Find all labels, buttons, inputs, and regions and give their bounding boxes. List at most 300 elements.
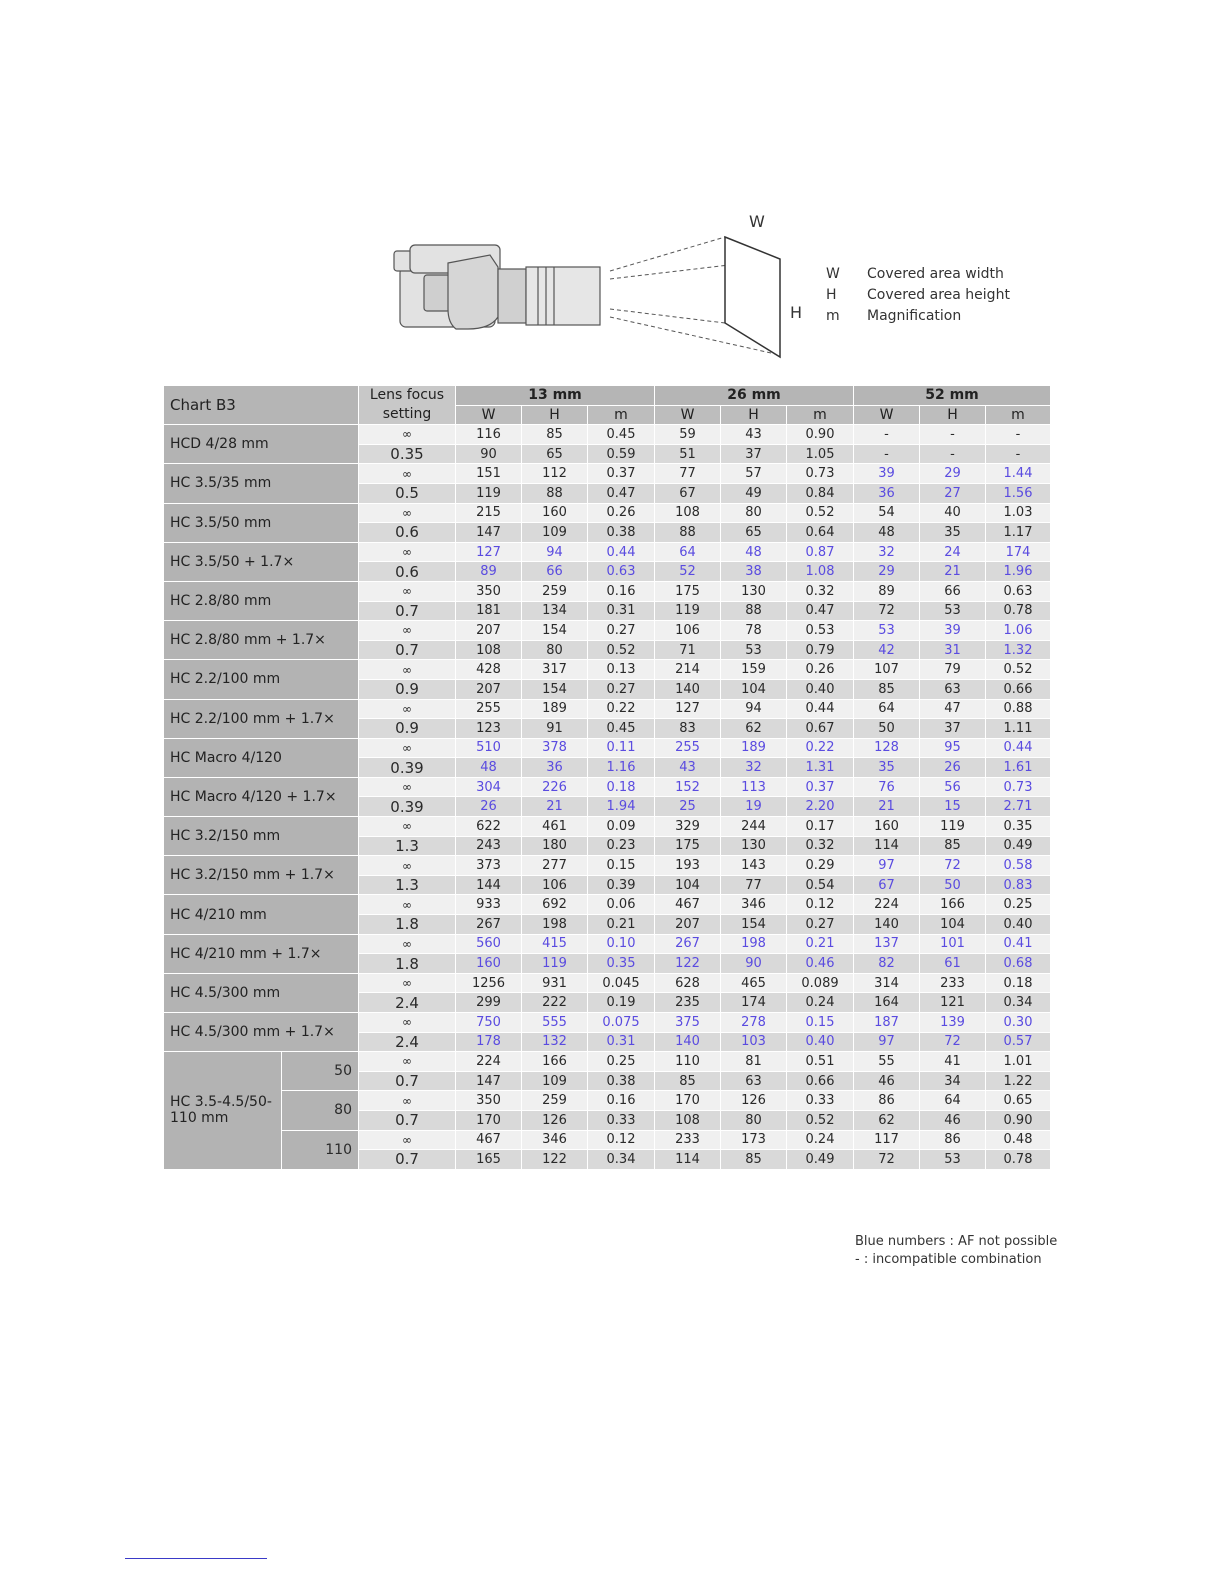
value-cell: - bbox=[920, 444, 986, 464]
value-cell: 0.34 bbox=[986, 993, 1051, 1013]
value-cell: 0.39 bbox=[588, 875, 655, 895]
value-cell: 278 bbox=[721, 1013, 787, 1033]
value-cell: 428 bbox=[456, 660, 522, 680]
value-cell: 0.40 bbox=[787, 1032, 854, 1052]
focus-setting-cell: ∞ bbox=[359, 973, 456, 993]
value-cell: 101 bbox=[920, 934, 986, 954]
value-cell: 214 bbox=[655, 660, 721, 680]
value-cell: 79 bbox=[920, 660, 986, 680]
camera-icon bbox=[394, 245, 600, 329]
focus-setting-cell: ∞ bbox=[359, 1130, 456, 1150]
value-cell: 0.27 bbox=[787, 915, 854, 935]
diagram-legend bbox=[826, 264, 1010, 327]
value-cell: 77 bbox=[721, 875, 787, 895]
value-cell: 415 bbox=[522, 934, 588, 954]
value-cell: 21 bbox=[854, 797, 920, 817]
value-cell: 0.49 bbox=[986, 836, 1051, 856]
value-cell: 1.08 bbox=[787, 562, 854, 582]
value-cell: 49 bbox=[721, 483, 787, 503]
value-cell: 95 bbox=[920, 738, 986, 758]
value-cell: 64 bbox=[920, 1091, 986, 1111]
value-cell: 41 bbox=[920, 1052, 986, 1072]
value-cell: 64 bbox=[655, 542, 721, 562]
value-cell: 119 bbox=[456, 483, 522, 503]
value-cell: 233 bbox=[655, 1130, 721, 1150]
value-cell: 88 bbox=[655, 523, 721, 543]
value-cell: 127 bbox=[456, 542, 522, 562]
value-cell: 0.88 bbox=[986, 699, 1051, 719]
value-cell: 53 bbox=[854, 621, 920, 641]
incompatible-note: - : incompatible combination bbox=[855, 1252, 1042, 1267]
value-cell: 0.38 bbox=[588, 1071, 655, 1091]
value-cell: 48 bbox=[854, 523, 920, 543]
value-cell: 0.44 bbox=[787, 699, 854, 719]
value-cell: 0.29 bbox=[787, 856, 854, 876]
value-cell: 0.33 bbox=[787, 1091, 854, 1111]
value-cell: 112 bbox=[522, 464, 588, 484]
focus-setting-cell: 0.6 bbox=[359, 523, 456, 543]
value-cell: 0.52 bbox=[787, 503, 854, 523]
focus-setting-cell: ∞ bbox=[359, 464, 456, 484]
value-cell: 29 bbox=[920, 464, 986, 484]
lens-name-cell: HC 4.5/300 mm + 1.7× bbox=[164, 1013, 359, 1052]
value-cell: 0.90 bbox=[787, 425, 854, 445]
value-cell: 0.31 bbox=[588, 601, 655, 621]
value-cell: 267 bbox=[456, 915, 522, 935]
focus-setting-cell: 0.6 bbox=[359, 562, 456, 582]
value-cell: 0.11 bbox=[588, 738, 655, 758]
value-cell: 48 bbox=[721, 542, 787, 562]
value-cell: 128 bbox=[854, 738, 920, 758]
value-cell: 0.22 bbox=[787, 738, 854, 758]
value-cell: 62 bbox=[721, 719, 787, 739]
value-cell: 2.71 bbox=[986, 797, 1051, 817]
value-cell: 0.44 bbox=[588, 542, 655, 562]
value-cell: 1.06 bbox=[986, 621, 1051, 641]
value-cell: 1.22 bbox=[986, 1071, 1051, 1091]
value-cell: 160 bbox=[854, 817, 920, 837]
focus-setting-cell: ∞ bbox=[359, 856, 456, 876]
value-cell: 85 bbox=[920, 836, 986, 856]
value-cell: 80 bbox=[721, 503, 787, 523]
subcol-header: m bbox=[588, 405, 655, 425]
focus-setting-cell: 0.9 bbox=[359, 679, 456, 699]
value-cell: 113 bbox=[721, 777, 787, 797]
value-cell: 0.90 bbox=[986, 1110, 1051, 1130]
value-cell: 461 bbox=[522, 817, 588, 837]
value-cell: 350 bbox=[456, 1091, 522, 1111]
lens-name-cell: HC 4/210 mm bbox=[164, 895, 359, 934]
lens-name-cell: HC 3.5/50 mm bbox=[164, 503, 359, 542]
focus-setting-cell: 0.5 bbox=[359, 483, 456, 503]
value-cell: 215 bbox=[456, 503, 522, 523]
table-row bbox=[164, 464, 1051, 484]
value-cell: 126 bbox=[522, 1110, 588, 1130]
value-cell: 94 bbox=[721, 699, 787, 719]
value-cell: 170 bbox=[655, 1091, 721, 1111]
lens-name-cell: HC 3.5/50 + 1.7× bbox=[164, 542, 359, 581]
value-cell: 143 bbox=[721, 856, 787, 876]
value-cell: 53 bbox=[721, 640, 787, 660]
value-cell: 244 bbox=[721, 817, 787, 837]
value-cell: 198 bbox=[721, 934, 787, 954]
value-cell: 259 bbox=[522, 1091, 588, 1111]
value-cell: 224 bbox=[854, 895, 920, 915]
value-cell: 38 bbox=[721, 562, 787, 582]
value-cell: 27 bbox=[920, 483, 986, 503]
value-cell: 0.16 bbox=[588, 581, 655, 601]
value-cell: 1.16 bbox=[588, 758, 655, 778]
value-cell: 931 bbox=[522, 973, 588, 993]
value-cell: 0.52 bbox=[588, 640, 655, 660]
coverage-plane bbox=[725, 237, 780, 357]
value-cell: 170 bbox=[456, 1110, 522, 1130]
value-cell: 175 bbox=[655, 581, 721, 601]
value-cell: 1.01 bbox=[986, 1052, 1051, 1072]
value-cell: 0.25 bbox=[986, 895, 1051, 915]
value-cell: 85 bbox=[655, 1071, 721, 1091]
value-cell: 1.31 bbox=[787, 758, 854, 778]
value-cell: 0.089 bbox=[787, 973, 854, 993]
subcol-header: W bbox=[655, 405, 721, 425]
value-cell: 63 bbox=[920, 679, 986, 699]
footnote-separator bbox=[125, 1558, 267, 1559]
value-cell: 97 bbox=[854, 1032, 920, 1052]
value-cell: 130 bbox=[721, 836, 787, 856]
value-cell: 123 bbox=[456, 719, 522, 739]
value-cell: 198 bbox=[522, 915, 588, 935]
value-cell: 255 bbox=[655, 738, 721, 758]
value-cell: 132 bbox=[522, 1032, 588, 1052]
value-cell: 85 bbox=[854, 679, 920, 699]
value-cell: 622 bbox=[456, 817, 522, 837]
subcol-header: H bbox=[721, 405, 787, 425]
value-cell: 67 bbox=[854, 875, 920, 895]
subcol-header: m bbox=[787, 405, 854, 425]
lens-name-cell: HC 4/210 mm + 1.7× bbox=[164, 934, 359, 973]
value-cell: 36 bbox=[522, 758, 588, 778]
value-cell: 0.44 bbox=[986, 738, 1051, 758]
value-cell: 94 bbox=[522, 542, 588, 562]
table-row bbox=[164, 1052, 1051, 1072]
focus-setting-cell: 1.3 bbox=[359, 836, 456, 856]
value-cell: 86 bbox=[920, 1130, 986, 1150]
zoom-step-cell: 80 bbox=[282, 1091, 359, 1130]
value-cell: 0.47 bbox=[588, 483, 655, 503]
focus-setting-cell: ∞ bbox=[359, 895, 456, 915]
focus-setting-cell: ∞ bbox=[359, 581, 456, 601]
value-cell: 373 bbox=[456, 856, 522, 876]
blue-numbers-note: Blue numbers : AF not possible bbox=[855, 1234, 1058, 1249]
value-cell: 0.12 bbox=[588, 1130, 655, 1150]
value-cell: 26 bbox=[920, 758, 986, 778]
value-cell: 0.21 bbox=[588, 915, 655, 935]
value-cell: 0.66 bbox=[986, 679, 1051, 699]
value-cell: 63 bbox=[721, 1071, 787, 1091]
value-cell: 1.96 bbox=[986, 562, 1051, 582]
value-cell: 160 bbox=[456, 954, 522, 974]
lens-name-cell: HC Macro 4/120 bbox=[164, 738, 359, 777]
value-cell: 154 bbox=[522, 679, 588, 699]
value-cell: 0.78 bbox=[986, 1150, 1051, 1170]
value-cell: 189 bbox=[721, 738, 787, 758]
value-cell: 243 bbox=[456, 836, 522, 856]
value-cell: 267 bbox=[655, 934, 721, 954]
value-cell: 0.66 bbox=[787, 1071, 854, 1091]
value-cell: 137 bbox=[854, 934, 920, 954]
value-cell: 166 bbox=[522, 1052, 588, 1072]
value-cell: 24 bbox=[920, 542, 986, 562]
table-row bbox=[164, 895, 1051, 915]
value-cell: 106 bbox=[655, 621, 721, 641]
group-header-13mm: 13 mm bbox=[456, 386, 655, 406]
zoom-step-cell: 110 bbox=[282, 1130, 359, 1169]
value-cell: 51 bbox=[655, 444, 721, 464]
value-cell: 36 bbox=[854, 483, 920, 503]
value-cell: 378 bbox=[522, 738, 588, 758]
value-cell: 151 bbox=[456, 464, 522, 484]
value-cell: 510 bbox=[456, 738, 522, 758]
value-cell: 222 bbox=[522, 993, 588, 1013]
value-cell: 46 bbox=[920, 1110, 986, 1130]
value-cell: 0.54 bbox=[787, 875, 854, 895]
value-cell: 207 bbox=[655, 915, 721, 935]
value-cell: 66 bbox=[920, 581, 986, 601]
value-cell: 467 bbox=[456, 1130, 522, 1150]
lens-name-cell: HC 2.2/100 mm + 1.7× bbox=[164, 699, 359, 738]
value-cell: 54 bbox=[854, 503, 920, 523]
value-cell: 0.075 bbox=[588, 1013, 655, 1033]
value-cell: 0.51 bbox=[787, 1052, 854, 1072]
value-cell: 465 bbox=[721, 973, 787, 993]
value-cell: 119 bbox=[655, 601, 721, 621]
focus-setting-cell: ∞ bbox=[359, 738, 456, 758]
value-cell: 207 bbox=[456, 621, 522, 641]
value-cell: 108 bbox=[655, 503, 721, 523]
value-cell: 126 bbox=[721, 1091, 787, 1111]
value-cell: 0.63 bbox=[588, 562, 655, 582]
value-cell: 65 bbox=[721, 523, 787, 543]
value-cell: 50 bbox=[920, 875, 986, 895]
value-cell: - bbox=[986, 444, 1051, 464]
lens-name-cell: HCD 4/28 mm bbox=[164, 425, 359, 464]
value-cell: 0.47 bbox=[787, 601, 854, 621]
value-cell: 0.38 bbox=[588, 523, 655, 543]
focus-setting-cell: 1.3 bbox=[359, 875, 456, 895]
value-cell: 88 bbox=[522, 483, 588, 503]
value-cell: 35 bbox=[920, 523, 986, 543]
value-cell: 175 bbox=[655, 836, 721, 856]
table-notes bbox=[855, 1233, 1057, 1269]
value-cell: 224 bbox=[456, 1052, 522, 1072]
value-cell: 140 bbox=[655, 1032, 721, 1052]
value-cell: 83 bbox=[655, 719, 721, 739]
value-cell: 67 bbox=[655, 483, 721, 503]
focus-setting-cell: ∞ bbox=[359, 934, 456, 954]
zoom-lens-name-cell: HC 3.5-4.5/50-110 mm bbox=[164, 1052, 282, 1170]
value-cell: 0.53 bbox=[787, 621, 854, 641]
value-cell: 15 bbox=[920, 797, 986, 817]
value-cell: 140 bbox=[655, 679, 721, 699]
value-cell: 0.045 bbox=[588, 973, 655, 993]
value-cell: 139 bbox=[920, 1013, 986, 1033]
table-body bbox=[164, 425, 1051, 1170]
value-cell: 0.27 bbox=[588, 621, 655, 641]
value-cell: 226 bbox=[522, 777, 588, 797]
value-cell: 104 bbox=[655, 875, 721, 895]
focus-setting-cell: 1.8 bbox=[359, 915, 456, 935]
value-cell: 66 bbox=[522, 562, 588, 582]
value-cell: 127 bbox=[655, 699, 721, 719]
value-cell: 0.18 bbox=[588, 777, 655, 797]
value-cell: 164 bbox=[854, 993, 920, 1013]
value-cell: 0.52 bbox=[787, 1110, 854, 1130]
value-cell: 0.41 bbox=[986, 934, 1051, 954]
focus-setting-cell: 0.7 bbox=[359, 1110, 456, 1130]
focus-setting-cell: ∞ bbox=[359, 621, 456, 641]
value-cell: 114 bbox=[655, 1150, 721, 1170]
value-cell: 110 bbox=[655, 1052, 721, 1072]
value-cell: 122 bbox=[655, 954, 721, 974]
value-cell: 71 bbox=[655, 640, 721, 660]
value-cell: 0.37 bbox=[787, 777, 854, 797]
value-cell: 0.35 bbox=[588, 954, 655, 974]
value-cell: 72 bbox=[854, 1150, 920, 1170]
table-row bbox=[164, 699, 1051, 719]
value-cell: 114 bbox=[854, 836, 920, 856]
value-cell: 350 bbox=[456, 581, 522, 601]
value-cell: 277 bbox=[522, 856, 588, 876]
value-cell: 0.37 bbox=[588, 464, 655, 484]
value-cell: 55 bbox=[854, 1052, 920, 1072]
value-cell: 39 bbox=[920, 621, 986, 641]
table-row bbox=[164, 1130, 1051, 1150]
value-cell: 0.68 bbox=[986, 954, 1051, 974]
value-cell: 104 bbox=[920, 915, 986, 935]
value-cell: 346 bbox=[522, 1130, 588, 1150]
value-cell: 32 bbox=[854, 542, 920, 562]
value-cell: 0.78 bbox=[986, 601, 1051, 621]
value-cell: 0.12 bbox=[787, 895, 854, 915]
table-row bbox=[164, 425, 1051, 445]
value-cell: 80 bbox=[522, 640, 588, 660]
value-cell: 628 bbox=[655, 973, 721, 993]
focus-setting-cell: 0.7 bbox=[359, 640, 456, 660]
value-cell: 56 bbox=[920, 777, 986, 797]
value-cell: 47 bbox=[920, 699, 986, 719]
value-cell: 37 bbox=[721, 444, 787, 464]
value-cell: 91 bbox=[522, 719, 588, 739]
value-cell: 53 bbox=[920, 1150, 986, 1170]
value-cell: 48 bbox=[456, 758, 522, 778]
value-cell: 35 bbox=[854, 758, 920, 778]
table-corner-title: Chart B3 bbox=[164, 386, 359, 425]
focus-setting-cell: ∞ bbox=[359, 699, 456, 719]
value-cell: 21 bbox=[920, 562, 986, 582]
value-cell: 467 bbox=[655, 895, 721, 915]
value-cell: 181 bbox=[456, 601, 522, 621]
focus-setting-cell: 0.35 bbox=[359, 444, 456, 464]
value-cell: 72 bbox=[920, 856, 986, 876]
value-cell: 174 bbox=[986, 542, 1051, 562]
lens-name-cell: HC 3.2/150 mm + 1.7× bbox=[164, 856, 359, 895]
value-cell: 40 bbox=[920, 503, 986, 523]
value-cell: 1.32 bbox=[986, 640, 1051, 660]
value-cell: 174 bbox=[721, 993, 787, 1013]
focus-setting-cell: ∞ bbox=[359, 777, 456, 797]
value-cell: 134 bbox=[522, 601, 588, 621]
focus-setting-cell: ∞ bbox=[359, 542, 456, 562]
value-cell: - bbox=[854, 444, 920, 464]
legend-text: Covered area width bbox=[867, 266, 1004, 282]
focus-setting-cell: ∞ bbox=[359, 660, 456, 680]
value-cell: 259 bbox=[522, 581, 588, 601]
value-cell: 50 bbox=[854, 719, 920, 739]
value-cell: 346 bbox=[721, 895, 787, 915]
diagram-height-label: H bbox=[790, 303, 803, 322]
value-cell: 180 bbox=[522, 836, 588, 856]
value-cell: 933 bbox=[456, 895, 522, 915]
value-cell: 0.40 bbox=[986, 915, 1051, 935]
focus-setting-cell: 0.7 bbox=[359, 1071, 456, 1091]
focus-setting-cell: ∞ bbox=[359, 1052, 456, 1072]
value-cell: 0.33 bbox=[588, 1110, 655, 1130]
value-cell: 29 bbox=[854, 562, 920, 582]
value-cell: 0.67 bbox=[787, 719, 854, 739]
value-cell: 152 bbox=[655, 777, 721, 797]
value-cell: 121 bbox=[920, 993, 986, 1013]
table-row bbox=[164, 973, 1051, 993]
subcol-header: W bbox=[456, 405, 522, 425]
value-cell: 692 bbox=[522, 895, 588, 915]
value-cell: 0.83 bbox=[986, 875, 1051, 895]
lens-name-cell: HC 2.8/80 mm + 1.7× bbox=[164, 621, 359, 660]
value-cell: 0.15 bbox=[787, 1013, 854, 1033]
value-cell: 89 bbox=[456, 562, 522, 582]
value-cell: 144 bbox=[456, 875, 522, 895]
value-cell: 0.34 bbox=[588, 1150, 655, 1170]
value-cell: 57 bbox=[721, 464, 787, 484]
value-cell: 0.19 bbox=[588, 993, 655, 1013]
value-cell: 0.06 bbox=[588, 895, 655, 915]
value-cell: 178 bbox=[456, 1032, 522, 1052]
value-cell: 0.27 bbox=[588, 679, 655, 699]
value-cell: 375 bbox=[655, 1013, 721, 1033]
diagram-width-label: W bbox=[749, 212, 765, 231]
value-cell: 0.58 bbox=[986, 856, 1051, 876]
value-cell: 109 bbox=[522, 523, 588, 543]
value-cell: 42 bbox=[854, 640, 920, 660]
value-cell: 1.56 bbox=[986, 483, 1051, 503]
focus-setting-cell: ∞ bbox=[359, 1013, 456, 1033]
legend-text: Covered area height bbox=[867, 287, 1010, 303]
value-cell: 31 bbox=[920, 640, 986, 660]
value-cell: 750 bbox=[456, 1013, 522, 1033]
table-row bbox=[164, 621, 1051, 641]
value-cell: 88 bbox=[721, 601, 787, 621]
value-cell: 53 bbox=[920, 601, 986, 621]
value-cell: 21 bbox=[522, 797, 588, 817]
value-cell: 46 bbox=[854, 1071, 920, 1091]
value-cell: 147 bbox=[456, 523, 522, 543]
value-cell: 32 bbox=[721, 758, 787, 778]
table-row bbox=[164, 777, 1051, 797]
value-cell: 233 bbox=[920, 973, 986, 993]
subcol-header: m bbox=[986, 405, 1051, 425]
value-cell: 317 bbox=[522, 660, 588, 680]
legend-key: m bbox=[826, 308, 840, 324]
value-cell: 0.26 bbox=[787, 660, 854, 680]
